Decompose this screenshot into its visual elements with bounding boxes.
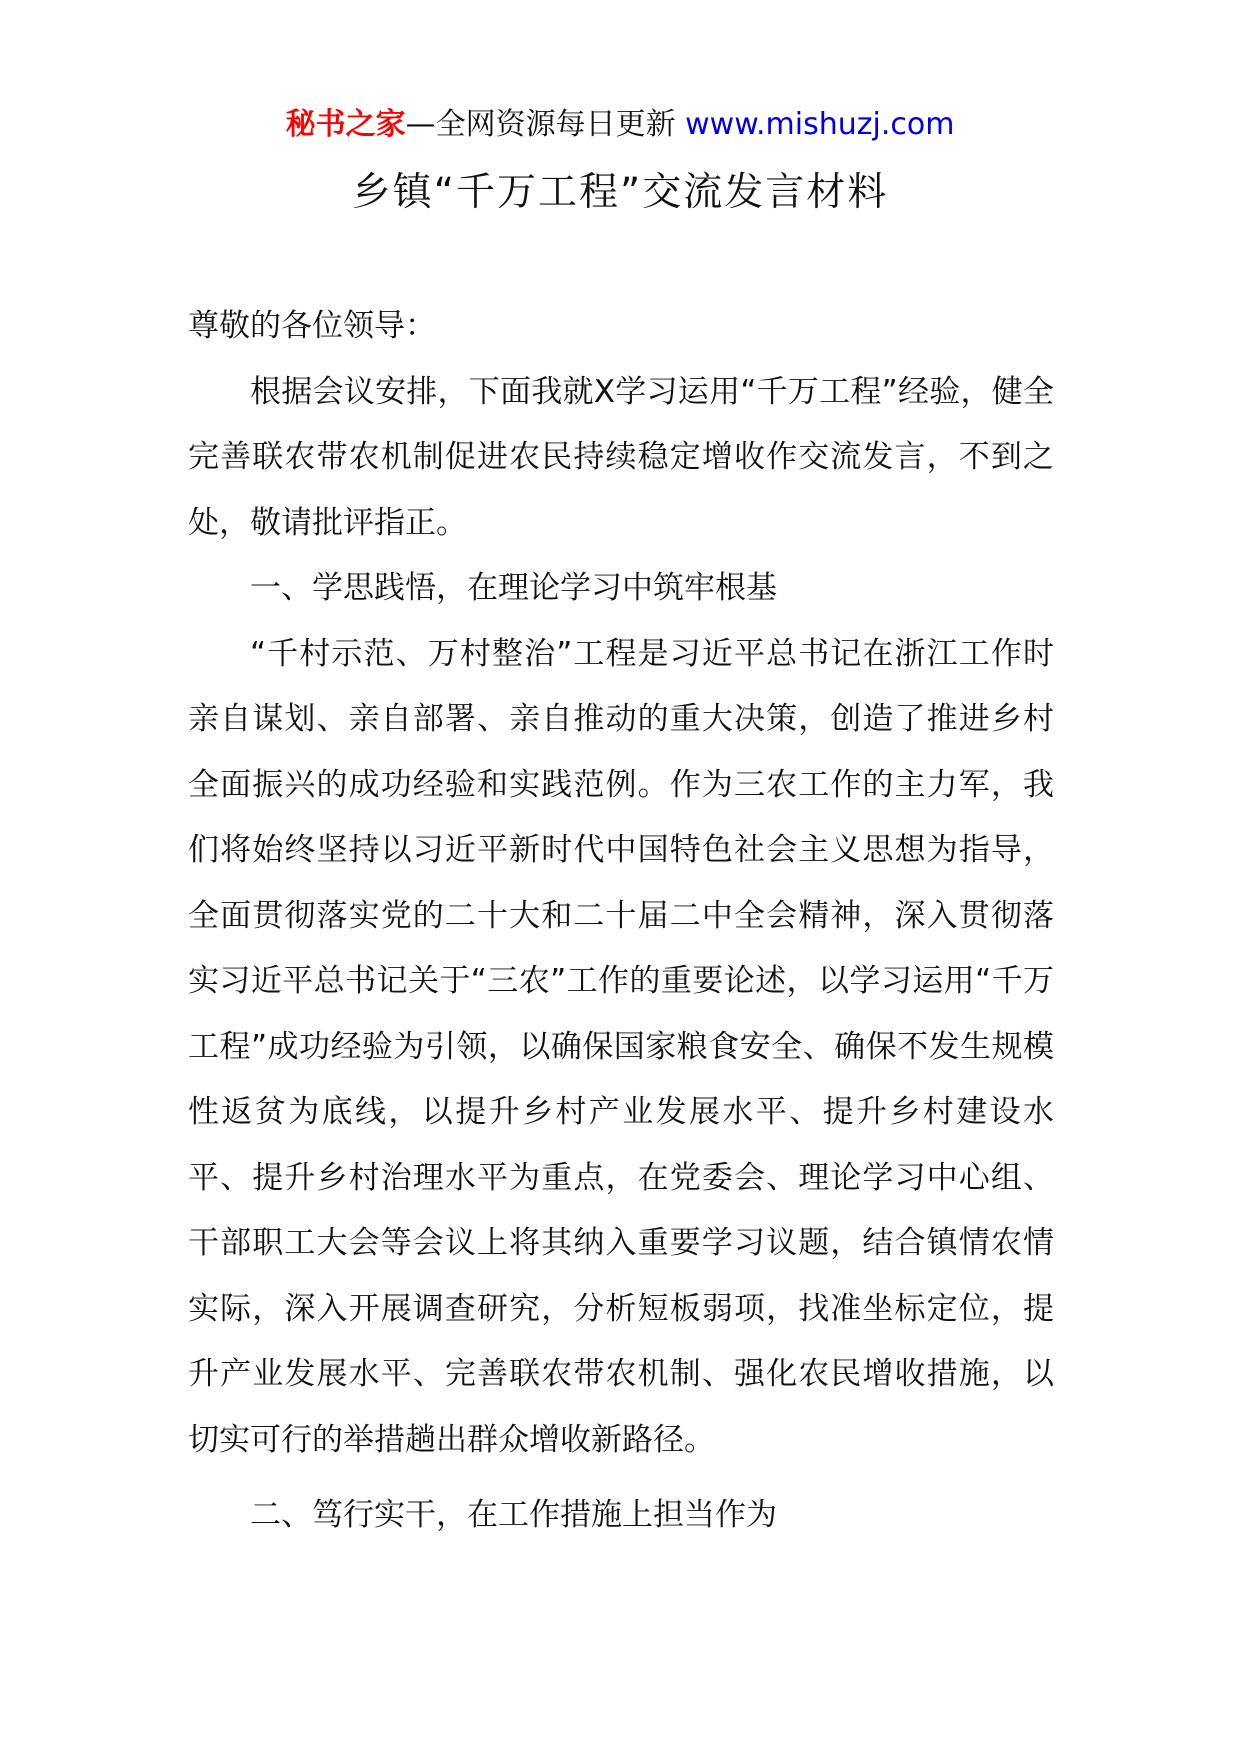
section-1-paragraph: “千村示范、万村整治”工程是习近平总书记在浙江工作时亲自谋划、亲自部署、亲自推动的重大决策，创造了推进乡村全面振兴的成功经验和实践范例。作为三农工作的主力军，我们将始终坚持以习近平新时代中国特色社会主义思想为指导，全面贯彻落实党的二十大和二十届二中全会精神，深入贯彻落实习近平总书记关于“三农”工作的重要论述，以学习运用“千万工程”成功经验为引领，以确保国家粮食安全、确保不发生规模性返贫为底线，以提升乡村产业发展水平、提升乡村建设水平、提升乡村治理水平为重点，在党委会、理论学习中心组、干部职工大会等会议上将其纳入重要学习议题，结合镇情农情实际，深入开展调查研究，分析短板弱项，找准坐标定位，提升产业发展水平、完善联农带农机制、强化农民增收措施，以切实可行的举措趟出群众增收新路径。 — [188, 635, 1054, 1458]
brand-name: 秘书之家 — [285, 107, 406, 142]
intro-paragraph: 根据会议安排，下面我就X学习运用“千万工程”经验，健全完善联农带农机制促进农民持续稳定增收作交流发言，不到之处，敬请批评指正。 — [188, 373, 1054, 541]
document-title: 乡镇“千万工程”交流发言材料 — [351, 170, 889, 215]
document-body — [188, 294, 1054, 1549]
section-heading-1: 一、学思践悟，在理论学习中筑牢根基 — [250, 570, 777, 606]
section-heading-2: 二、笃行实干，在工作措施上担当作为 — [250, 1497, 777, 1533]
site-header — [0, 103, 1240, 147]
site-url[interactable]: www.mishuzj.com — [685, 107, 955, 142]
salutation: 尊敬的各位领导： — [188, 308, 436, 344]
header-tagline: —全网资源每日更新 — [405, 107, 676, 142]
